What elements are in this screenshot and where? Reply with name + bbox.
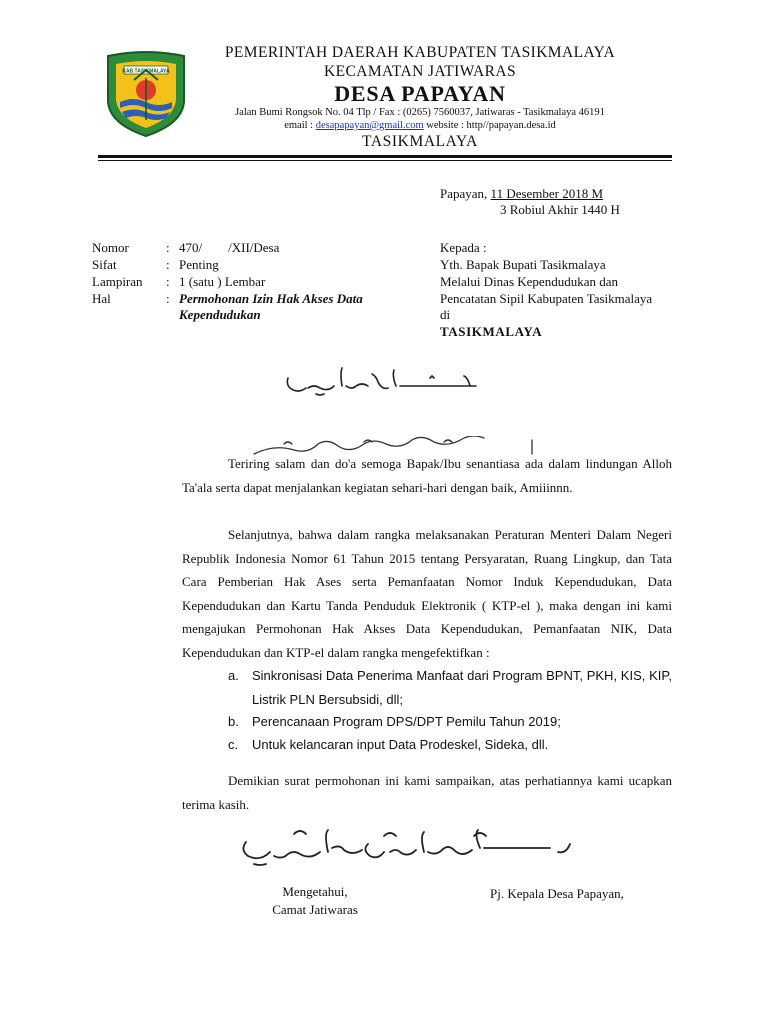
meta-colon: :: [166, 274, 170, 289]
meta-label-sifat: Sifat: [92, 257, 117, 272]
addressee-city: TASIKMALAYA: [440, 324, 543, 339]
letterhead-government-line: PEMERINTAH DAERAH KABUPATEN TASIKMALAYA: [224, 44, 616, 61]
letterhead-divider-thick: [98, 155, 672, 158]
list-item-text: Perencanaan Program DPS/DPT Pemilu Tahun 2019;: [252, 714, 561, 729]
signature-right-title: Pj. Kepala Desa Papayan,: [490, 886, 624, 901]
signature-left-acknowledged: Mengetahui,: [282, 884, 348, 899]
body-paragraph-closing: Demikian surat permohonan ini kami sampaikan, atas perhatiannya kami ucapkan terima kasih.: [182, 773, 672, 812]
regency-emblem-logo: [104, 50, 188, 138]
body-paragraph-greeting: Teriring salam dan do'a semoga Bapak/Ibu senantiasa ada dalam lindungan Alloh Ta'ala serta dapat menjalankan kegiatan sehari-hari dengan baik, Amiiinnn.: [182, 456, 672, 495]
email-label: email :: [284, 120, 316, 131]
closing-salam-calligraphy: [234, 826, 578, 868]
list-item-text: Untuk kelancaran input Data Prodeskel, Sideka, dll.: [252, 737, 549, 752]
meta-value-lampiran: 1 (satu ) Lembar: [179, 274, 266, 289]
letterhead-city: TASIKMALAYA: [362, 133, 478, 150]
meta-colon: :: [166, 257, 170, 272]
list-item: [228, 733, 672, 757]
email-link[interactable]: desapapayan@gmail.com: [315, 120, 424, 131]
list-item: [228, 664, 672, 711]
letterhead-village-name: DESA PAPAYAN: [334, 81, 506, 106]
logo-text: KAB.TASIKMALAYA: [122, 68, 170, 75]
list-marker: b.: [228, 714, 239, 729]
body-paragraph-request: Selanjutnya, bahwa dalam rangka melaksanakan Peraturan Menteri Dalam Negeri Republik Indonesia Nomor 61 Tahun 2015 tentang Persyaratan, Ruang Lingkup, dan Tata Cara Pemberian Hak Ases serta Pemanfaatan Nomor Induk Kependudukan, Data Kependudukan dan Kartu Tanda Penduduk Elektronik ( KTP-el ), maka dengan ini kami mengajukan Permohonan Hak Akses Data Kependudukan, Pemanfaatan NIK, Data Kependudukan dan KTP-el dalam rangka mengefektifkan :: [182, 527, 672, 660]
meta-label-hal: Hal: [92, 291, 111, 306]
addressee-line-4: di: [440, 307, 451, 322]
addressee-line-1: Yth. Bapak Bupati Tasikmalaya: [440, 257, 606, 272]
meta-colon: :: [166, 240, 170, 255]
letterhead-contact-line: [200, 120, 640, 131]
list-item-text: Sinkronisasi Data Penerima Manfaat dari Program BPNT, PKH, KIS, KIP, Listrik PLN Bersubsidi, dll;: [252, 668, 672, 707]
signature-left-title: Camat Jatiwaras: [272, 902, 358, 917]
meta-colon: :: [166, 291, 170, 306]
bismillah-calligraphy: [280, 364, 480, 404]
list-item: [228, 710, 672, 734]
letterhead-address: Jalan Bumi Rongsok No. 04 Tlp / Fax : (0265) 7560037, Jatiwaras - Tasikmalaya 46191: [235, 107, 605, 118]
addressee-line-3: Pencatatan Sipil Kabupaten Tasikmalaya: [440, 291, 653, 306]
letter-date: [440, 186, 603, 202]
addressee-kepada: Kepada :: [440, 240, 487, 255]
date-hijri: 3 Robiul Akhir 1440 H: [500, 202, 620, 217]
meta-value-hal: Permohonan Izin Hak Akses Data: [179, 291, 363, 306]
date-place: Papayan,: [440, 186, 491, 201]
website-text: website : http//papayan.desa.id: [423, 120, 556, 131]
addressee-line-2: Melalui Dinas Kependudukan dan: [440, 274, 618, 289]
letterhead-divider-thin: [98, 160, 672, 161]
meta-label-nomor: Nomor: [92, 240, 129, 255]
list-marker: a.: [228, 668, 239, 683]
meta-value-sifat: Penting: [179, 257, 219, 272]
list-marker: c.: [228, 737, 239, 752]
meta-value-nomor: 470/ /XII/Desa: [179, 240, 280, 255]
meta-value-hal-continued: Kependudukan: [179, 307, 261, 322]
date-gregorian: 11 Desember 2018 M: [490, 186, 604, 201]
meta-label-lampiran: Lampiran: [92, 274, 143, 289]
letterhead-district-line: KECAMATAN JATIWARAS: [324, 63, 516, 80]
